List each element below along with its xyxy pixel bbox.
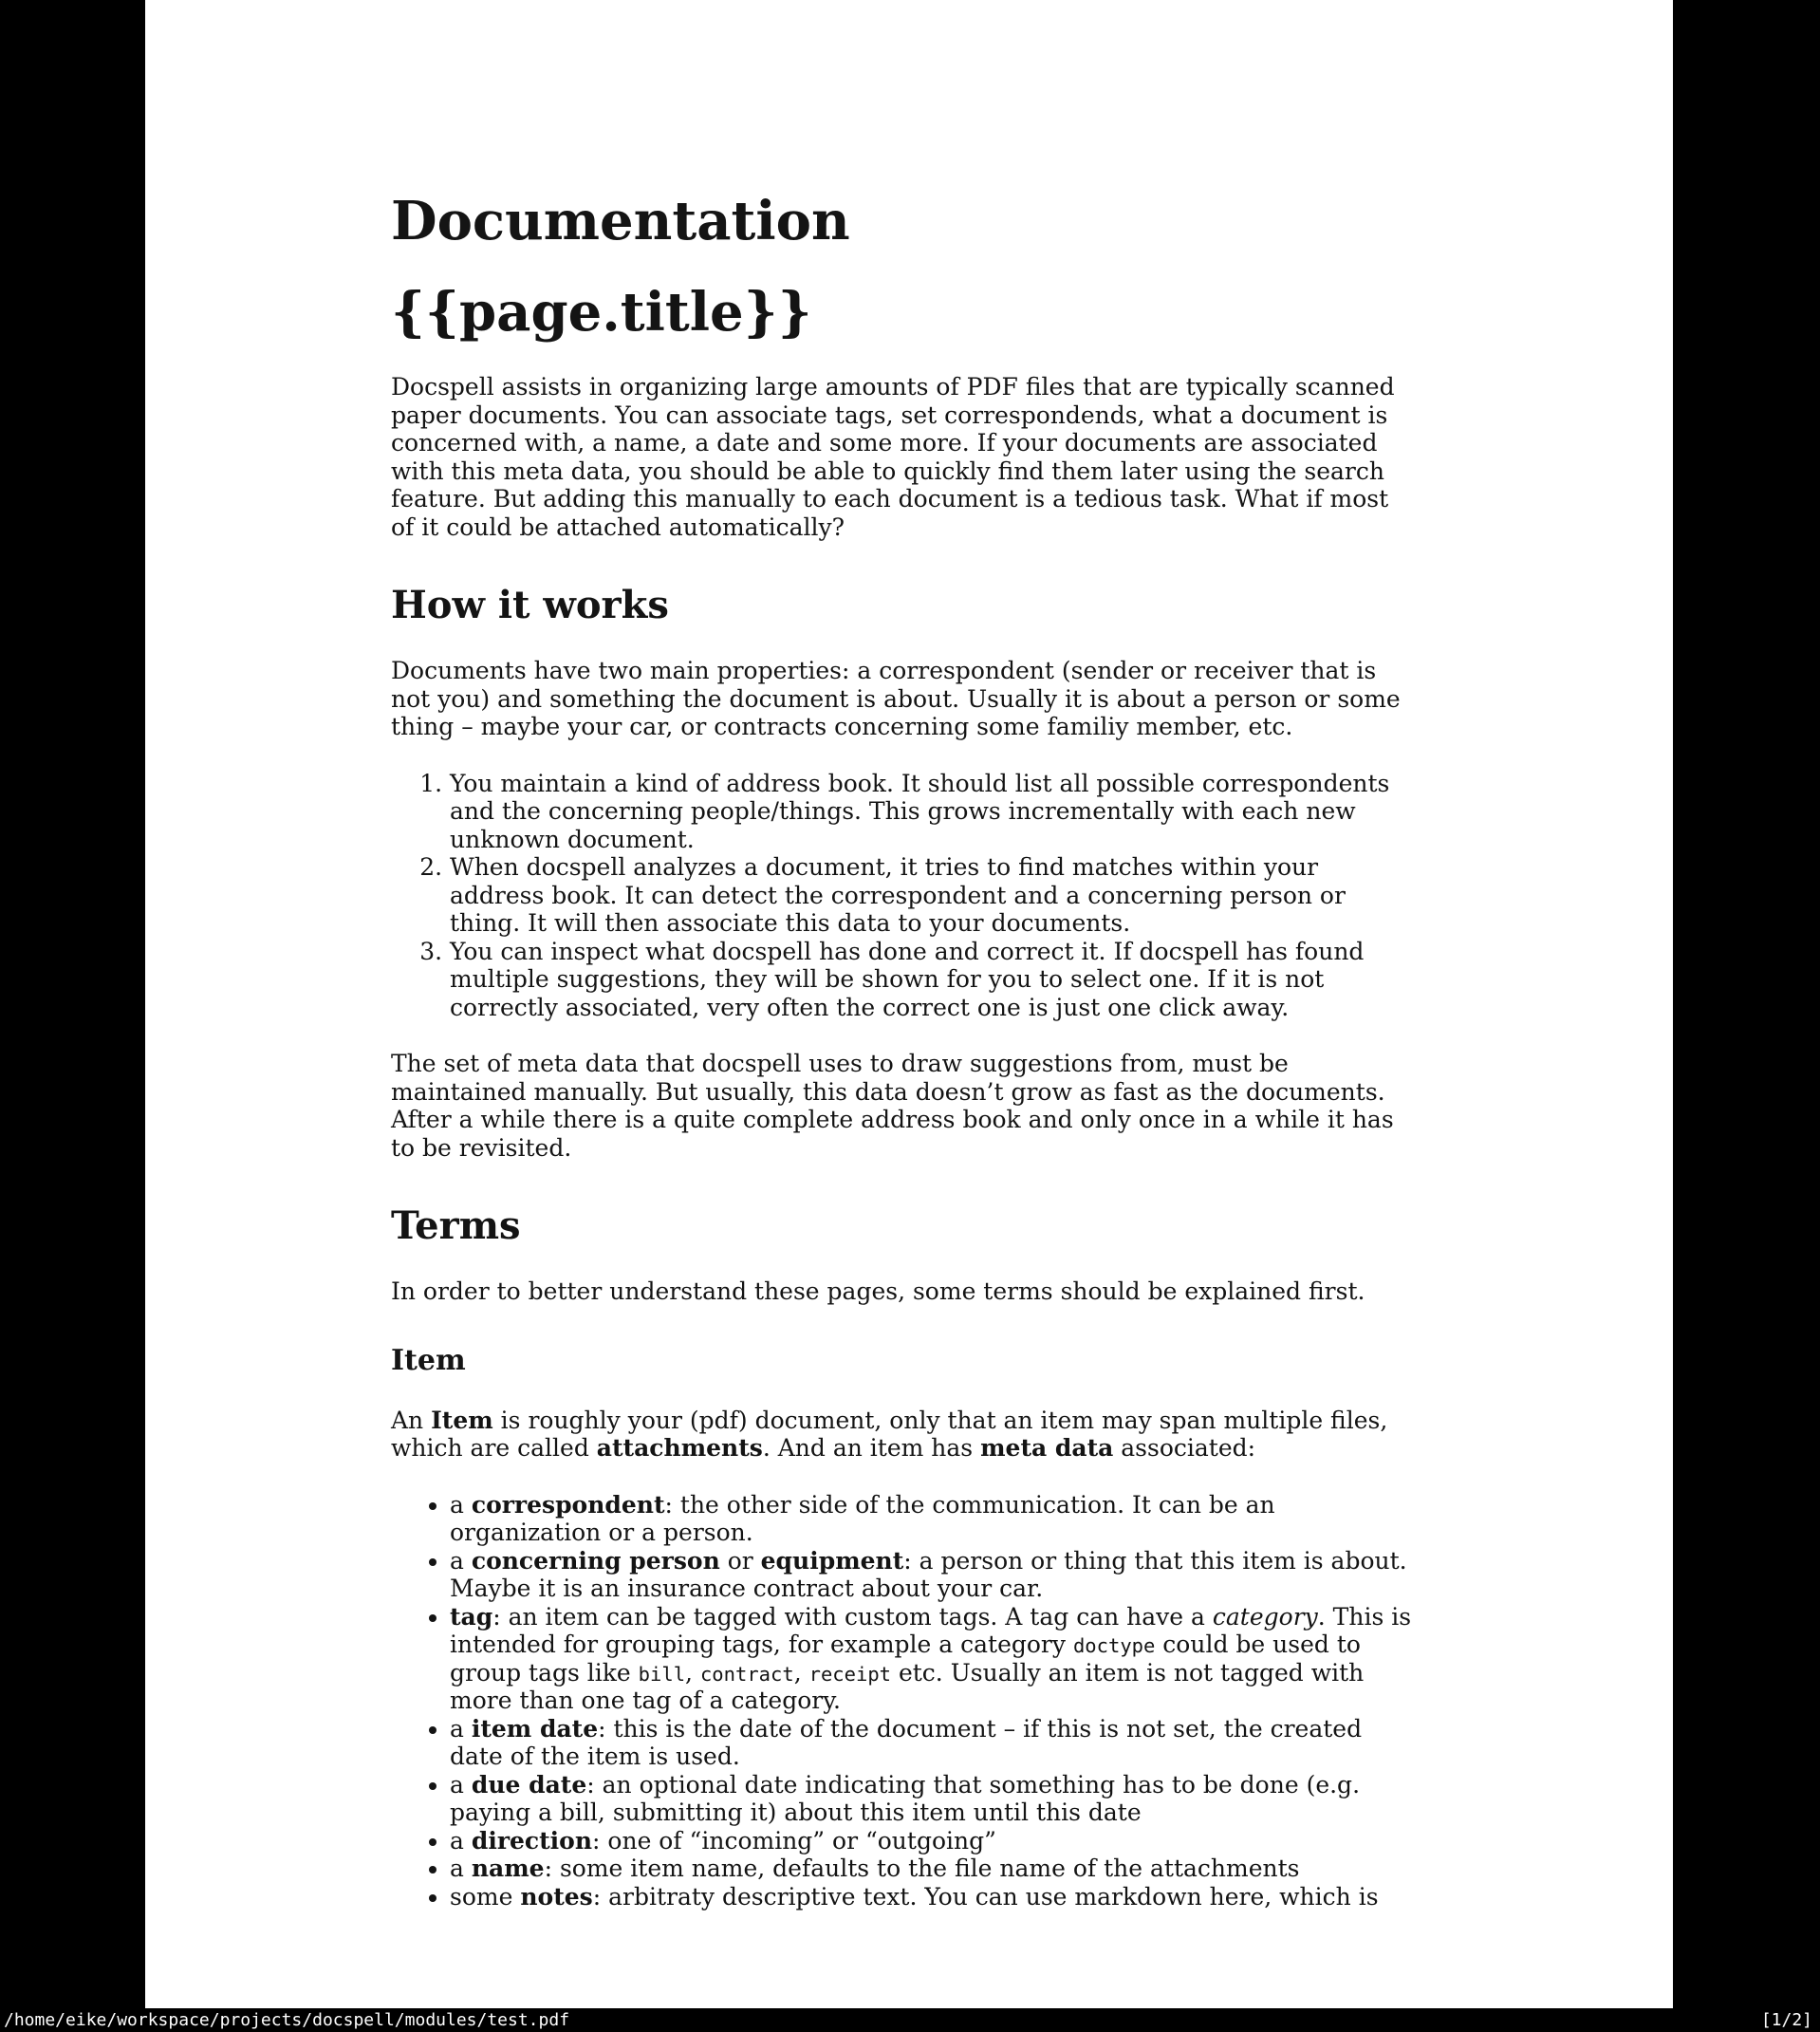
list-item-concerning-person: • a concerning person or equipment: a person or thing that this item is about. Maybe it is an insurance contract about your car. (450, 1547, 1417, 1603)
section-heading-how-it-works: How it works (391, 583, 669, 628)
step-item: 2. When docspell analyzes a document, it tries to find matches within your address book. It can detect the correspondent and a concerning person or thing. It will then associate this data to your documents. (450, 853, 1417, 938)
how-it-works-paragraph: Documents have two main properties: a correspondent (sender or receiver that is not you) and something the document is about. Usually it is about a person or some thing – maybe your car, or contracts concerning some familiy member, etc. (391, 657, 1401, 741)
list-item-notes: • some notes: arbitraty descriptive text. You can use markdown here, which is (450, 1883, 1417, 1911)
item-intro-paragraph: An Item is roughly your (pdf) document, only that an item may span multiple files, which are called attachments. And an item has meta data associated: (391, 1406, 1388, 1463)
terms-intro-paragraph: In order to better understand these pages, some terms should be explained first. (391, 1277, 1365, 1306)
list-item-item-date: • a item date: this is the date of the document – if this is not set, the created date of the item is used. (450, 1715, 1417, 1771)
list-item-direction: • a direction: one of “incoming” or “outgoing” (450, 1827, 1417, 1855)
item-meta-data-list (391, 1491, 1417, 1911)
doc-title: Documentation (391, 190, 850, 252)
subsection-heading-item: Item (391, 1343, 466, 1377)
statusbar-file-path: /home/eike/workspace/projects/docspell/modules/test.pdf (4, 2010, 570, 2030)
statusbar (0, 2008, 1820, 2032)
how-it-works-steps (391, 770, 1417, 1022)
doc-title-template-placeholder: {{page.title}} (391, 281, 812, 345)
list-item-due-date: • a due date: an optional date indicating that something has to be done (e.g. paying a bill, submitting it) about this item until this date (450, 1771, 1417, 1827)
document-content (145, 0, 1673, 1911)
step-item: 3. You can inspect what docspell has done and correct it. If docspell has found multiple suggestions, they will be shown for you to select one. If it is not correctly associated, very often the correct one is just one click away. (450, 938, 1417, 1022)
pdf-page-viewport[interactable] (145, 0, 1673, 2008)
how-it-works-outro-paragraph: The set of meta data that docspell uses to draw suggestions from, must be maintained manually. But usually, this data doesn’t grow as fast as the documents. After a while there is a quite complete address book and only once in a while it has to be revisited. (391, 1050, 1394, 1162)
step-item: 1. You maintain a kind of address book. It should list all possible correspondents and the concerning people/things. This grows incrementally with each new unknown document. (450, 770, 1417, 854)
section-heading-terms: Terms (391, 1203, 521, 1249)
intro-paragraph: Docspell assists in organizing large amounts of PDF files that are typically scanned paper documents. You can associate tags, set correspondends, what a document is concerned with, a name, a date and some more. If your documents are associated with this meta data, you should be able to quickly find them later using the search feature. But adding this manually to each document is a tedious task. What if most of it could be attached automatically? (391, 373, 1395, 541)
list-item-correspondent: • a correspondent: the other side of the communication. It can be an organization or a person. (450, 1491, 1417, 1547)
statusbar-page-indicator: [1/2] (1760, 2010, 1812, 2030)
list-item-name: • a name: some item name, defaults to the file name of the attachments (450, 1855, 1417, 1883)
list-item-tag: • tag: an item can be tagged with custom tags. A tag can have a category. This is intended for grouping tags, for example a category doctype could be used to group tags like bill, contract, receipt etc. Usually an item is not tagged with more than one tag of a category. (450, 1603, 1417, 1715)
